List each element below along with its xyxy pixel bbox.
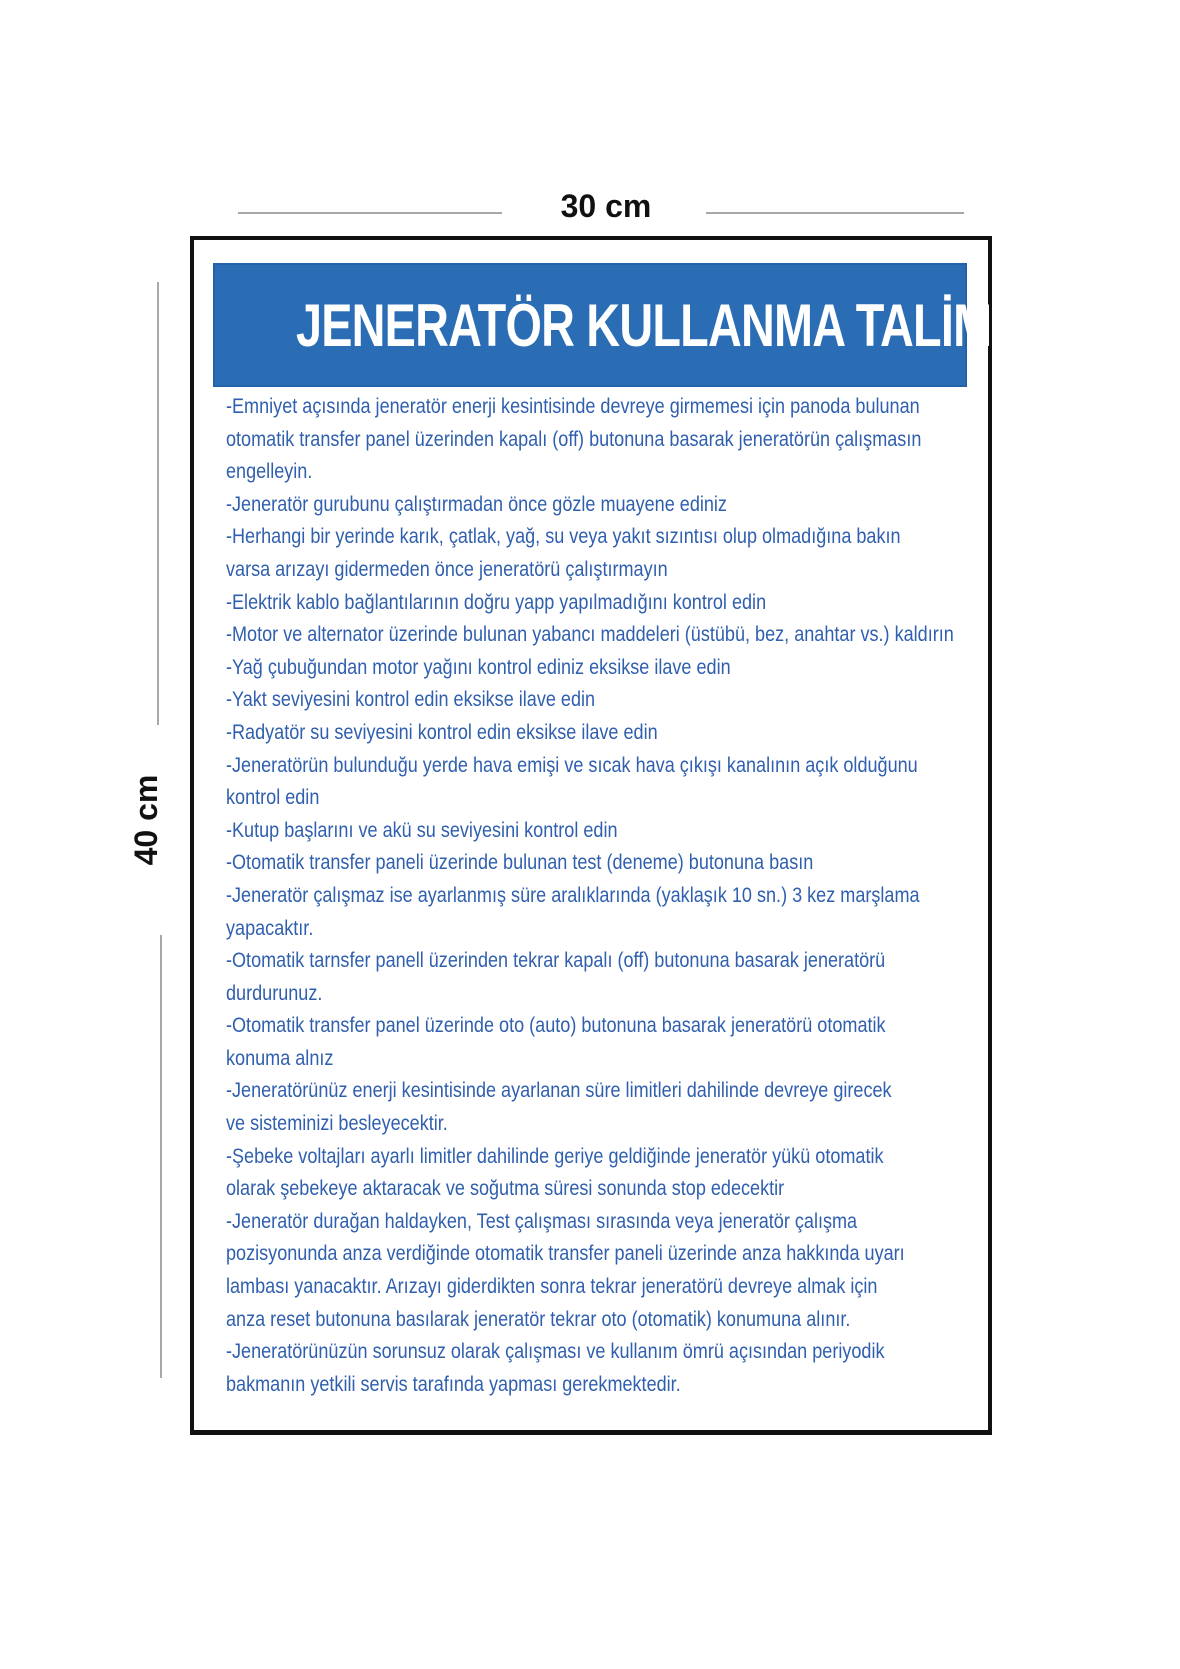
width-dimension-line-right	[706, 212, 964, 214]
instruction-text	[226, 391, 986, 1401]
title-banner	[213, 263, 1061, 387]
instruction-line: bakmanın yetkili servis tarafında yapması gerekmektedir.	[226, 1372, 681, 1396]
height-dimension-label: 40 cm	[128, 774, 164, 866]
height-dimension-line-top	[157, 282, 159, 725]
instruction-line: -Emniyet açısında jeneratör enerji kesintisinde devreye girmemesi için panoda bulunan	[226, 395, 920, 418]
instruction-line: -Jeneratör durağan haldayken, Test çalışması sırasında veya jeneratör çalışma	[226, 1209, 858, 1233]
instruction-line: -Radyatör su seviyesini kontrol edin eksikse ilave edin	[226, 720, 658, 744]
instruction-line: otomatik transfer panel üzerinden kapalı (off) butonuna basarak jeneratörün çalışmasın	[226, 427, 922, 451]
instruction-line: -Yakt seviyesini kontrol edin eksikse ilave edin	[226, 688, 596, 712]
instruction-line: varsa arızayı gidermeden önce jeneratörü çalıştırmayın	[226, 557, 668, 581]
instruction-line: olarak şebekeye aktaracak ve soğutma süresi sonunda stop edecektir	[226, 1177, 785, 1201]
instruction-line: pozisyonunda anza verdiğinde otomatik transfer paneli üzerinde anza hakkında uyarı	[226, 1242, 905, 1266]
height-dimension-line-bottom	[160, 935, 162, 1378]
instruction-line: -Otomatik tarnsfer panell üzerinden tekrar kapalı (off) butonuna basarak jeneratörü	[226, 949, 886, 973]
instruction-line: -Elektrik kablo bağlantılarının doğru yapp yapılmadığını kontrol edin	[226, 590, 767, 614]
instruction-line: -Jeneratörünüz enerji kesintisinde ayarlanan süre limitleri dahilinde devreye girecek	[226, 1079, 892, 1103]
instruction-line: kontrol edin	[226, 786, 320, 810]
width-dimension-label: 30 cm	[560, 188, 652, 224]
instruction-line: lambası yanacaktır. Arızayı giderdikten sonra tekrar jeneratörü devreye almak için	[226, 1275, 878, 1299]
sign-title: JENERATÖR KULLANMA TALİMATI	[295, 292, 1061, 359]
instruction-line: anza reset butonuna basılarak jeneratör tekrar oto (otomatik) konumuna alınır.	[226, 1307, 851, 1331]
instruction-line: -Jeneratör çalışmaz ise ayarlanmış süre aralıklarında (yaklaşık 10 sn.) 3 kez marşlama	[226, 883, 920, 907]
instruction-line: engelleyin.	[226, 460, 313, 484]
instruction-line: -Yağ çubuğundan motor yağını kontrol ediniz eksikse ilave edin	[226, 655, 731, 679]
instruction-line: -Kutup başlarını ve akü su seviyesini kontrol edin	[226, 818, 618, 842]
instruction-line: konuma alnız	[226, 1046, 334, 1070]
instruction-line: ve sisteminizi besleyecektir.	[226, 1112, 448, 1136]
width-dimension-line-left	[238, 212, 502, 214]
instruction-line: -Otomatik transfer panel üzerinde oto (auto) butonuna basarak jeneratörü otomatik	[226, 1014, 886, 1038]
instruction-line: durdurunuz.	[226, 981, 323, 1005]
instruction-line: -Herhangi bir yerinde karık, çatlak, yağ, su veya yakıt sızıntısı olup olmadığına bakın	[226, 525, 901, 549]
instruction-line: yapacaktır.	[226, 916, 314, 940]
instruction-line: -Motor ve alternator üzerinde bulunan yabancı maddeleri (üstübü, bez, anahtar vs.) kaldırın	[226, 623, 954, 647]
instruction-line: -Otomatik transfer paneli üzerinde bulunan test (deneme) butonuna basın	[226, 851, 814, 875]
instruction-line: -Jeneratörün bulunduğu yerde hava emişi ve sıcak hava çıkışı kanalının açık olduğunu	[226, 753, 918, 777]
instruction-line: -Şebeke voltajları ayarlı limitler dahilinde geriye geldiğinde jeneratör yükü otomatik	[226, 1144, 884, 1168]
instruction-line: -Jeneratörünüzün sorunsuz olarak çalışması ve kullanım ömrü açısından periyodik	[226, 1340, 885, 1364]
instruction-sign	[190, 236, 1061, 1435]
instruction-line: -Jeneratör gurubunu çalıştırmadan önce gözle muayene ediniz	[226, 492, 727, 516]
